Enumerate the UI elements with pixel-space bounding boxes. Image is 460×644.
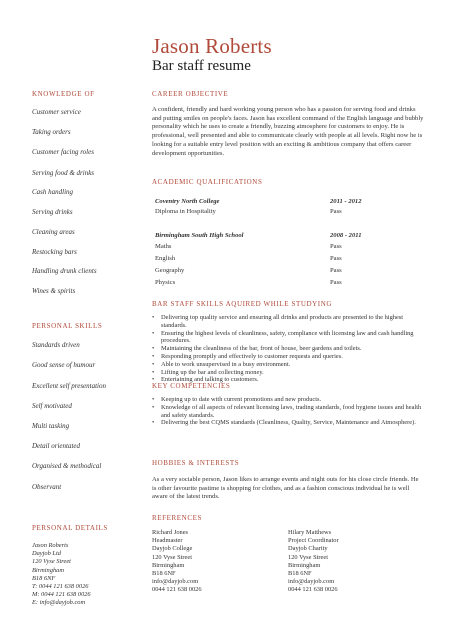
subject-name: Maths <box>155 243 172 250</box>
skills-acquired-list <box>152 314 424 384</box>
reference-line: 0044 121 638 0026 <box>288 586 338 594</box>
subject-name: Geography <box>155 267 185 274</box>
knowledge-item: Restocking bars <box>32 248 77 256</box>
subject-result: Pass <box>330 279 342 286</box>
knowledge-item: Handling drunk clients <box>32 267 97 275</box>
hobbies-text: As a very sociable person, Jason likes to arrange events and night outs for his close circle friends. He is other favourite pastime is shopping for clothes, and as a fashion conscious individual he is well aware of the latest trends. <box>152 476 419 501</box>
reference-left <box>152 529 202 595</box>
academic-heading: ACADEMIC QUALIFICATIONS <box>152 178 263 186</box>
knowledge-item: Cash handling <box>32 188 74 196</box>
reference-line: 120 Vyse Street <box>288 553 328 561</box>
knowledge-item: Serving drinks <box>32 208 73 216</box>
subject-name: Physics <box>155 279 176 286</box>
list-item: • Responding promptly and effectively to customer requests and queries. <box>152 353 424 361</box>
competencies-heading: KEY COMPETENCIES <box>152 382 231 390</box>
school-years: 2008 - 2011 <box>330 232 362 239</box>
reference-right <box>288 529 339 595</box>
skill-item: Excellent self presentation <box>32 382 106 390</box>
college-years: 2011 - 2012 <box>330 198 362 205</box>
reference-line: Richard Jones <box>152 529 189 536</box>
personal-details-heading: PERSONAL DETAILS <box>32 524 108 532</box>
details-line: B18 6NF <box>32 574 56 582</box>
skill-item: Organised & methodical <box>32 462 102 470</box>
reference-line: Dayjob Charity <box>288 545 328 553</box>
school-name: Birmingham South High School <box>155 232 244 239</box>
competencies-list <box>152 396 424 427</box>
resume-name: Jason Roberts <box>152 34 272 58</box>
college-result: Pass <box>330 208 342 215</box>
personal-details <box>32 542 91 608</box>
details-line: M: 0044 121 638 0026 <box>32 591 91 599</box>
list-item: • Ensuring the highest levels of cleanliness, safety, compliance with licensing law and cash handling procedures. <box>152 330 424 346</box>
college-name: Coventry North College <box>155 198 220 205</box>
hobbies-heading: HOBBIES & INTERESTS <box>152 459 240 467</box>
reference-line: 120 Vyse Street <box>152 553 192 561</box>
list-item: • Keeping up to date with current promotions and new products. <box>152 396 424 404</box>
knowledge-item: Taking orders <box>32 128 71 136</box>
reference-line: 0044 121 638 0026 <box>152 586 202 594</box>
list-item: • Delivering top quality service and ensuring all drinks and products are presented to the highest standards. <box>152 314 424 330</box>
list-item: • Knowledge of all aspects of relevant licensing laws, trading standards, food hygiene issues and health and safety standards. <box>152 404 424 420</box>
subject-result: Pass <box>330 267 342 274</box>
list-item: • Entertaining and talking to customers. <box>152 376 424 384</box>
skill-item: Multi tasking <box>32 422 70 430</box>
reference-line: info@dayjob.com <box>288 578 335 586</box>
knowledge-item: Wines & spirits <box>32 287 76 295</box>
reference-line: Birmingham <box>288 561 321 569</box>
knowledge-item: Customer facing roles <box>32 148 94 156</box>
knowledge-item: Cleaning areas <box>32 228 75 236</box>
details-line: T: 0044 121 638 0026 <box>32 583 89 591</box>
subject-result: Pass <box>330 243 342 250</box>
list-item: • Maintaining the cleanliness of the bar, front of house, beer gardens and toilets. <box>152 345 424 353</box>
subject-result: Pass <box>330 255 342 262</box>
reference-line: Dayjob College <box>152 545 193 553</box>
reference-line: info@dayjob.com <box>152 578 199 586</box>
subject-name: English <box>155 255 176 262</box>
resume-subtitle: Bar staff resume <box>152 58 251 74</box>
knowledge-heading: KNOWLEDGE OF <box>32 90 95 98</box>
skill-item: Self motivated <box>32 402 72 410</box>
details-line: 120 Vyse Street <box>32 558 71 566</box>
career-objective-heading: CAREER OBJECTIVE <box>152 90 229 98</box>
reference-line: Headmaster <box>152 537 183 545</box>
knowledge-item: Serving food & drinks <box>32 169 95 177</box>
skills-acquired-heading: BAR STAFF SKILLS AQUIRED WHILE STUDYING <box>152 300 333 308</box>
details-line: Dayjob Ltd <box>32 550 61 558</box>
college-course: Diploma in Hospitality <box>155 208 216 215</box>
skill-item: Good sense of humour <box>32 361 96 369</box>
skill-item: Observant <box>32 483 62 491</box>
reference-line: Birmingham <box>152 561 185 569</box>
career-objective-text: A confident, friendly and hard working young person who has a passion for serving food and drinks and putting smiles on people's faces. Jason has excellent command of the English language and bubbly personality which he uses to create a friendly, buzzing atmosphere for customers to enjoy. He is professional, well presented and able to communicate clearly with people at all levels. Right now he is looking for a suitable entry level position with an exciting & ambitious company that offers career development opportunities. <box>152 106 424 157</box>
reference-line: B18 6NF <box>288 570 312 578</box>
details-line: Birmingham <box>32 566 64 574</box>
reference-line: Project Coordinator <box>288 537 339 545</box>
list-item: • Lifting up the bar and collecting money. <box>152 369 424 377</box>
list-item: • Delivering the best CQMS standards (Cleanliness, Quality, Service, Maintenance and Atmosphere). <box>152 419 424 427</box>
details-line: E: info@dayjob.com <box>32 599 86 607</box>
skill-item: Detail orientated <box>32 442 81 450</box>
list-item: • Able to work unsupervised in a busy environment. <box>152 361 424 369</box>
references-heading: REFERENCES <box>152 514 202 522</box>
details-line: Jason Roberts <box>32 542 69 549</box>
reference-line: B18 6NF <box>152 570 176 578</box>
personal-skills-heading: PERSONAL SKILLS <box>32 322 103 330</box>
skill-item: Standards driven <box>32 341 80 349</box>
reference-line: Hilary Matthews <box>288 529 332 536</box>
knowledge-item: Customer service <box>32 108 81 116</box>
